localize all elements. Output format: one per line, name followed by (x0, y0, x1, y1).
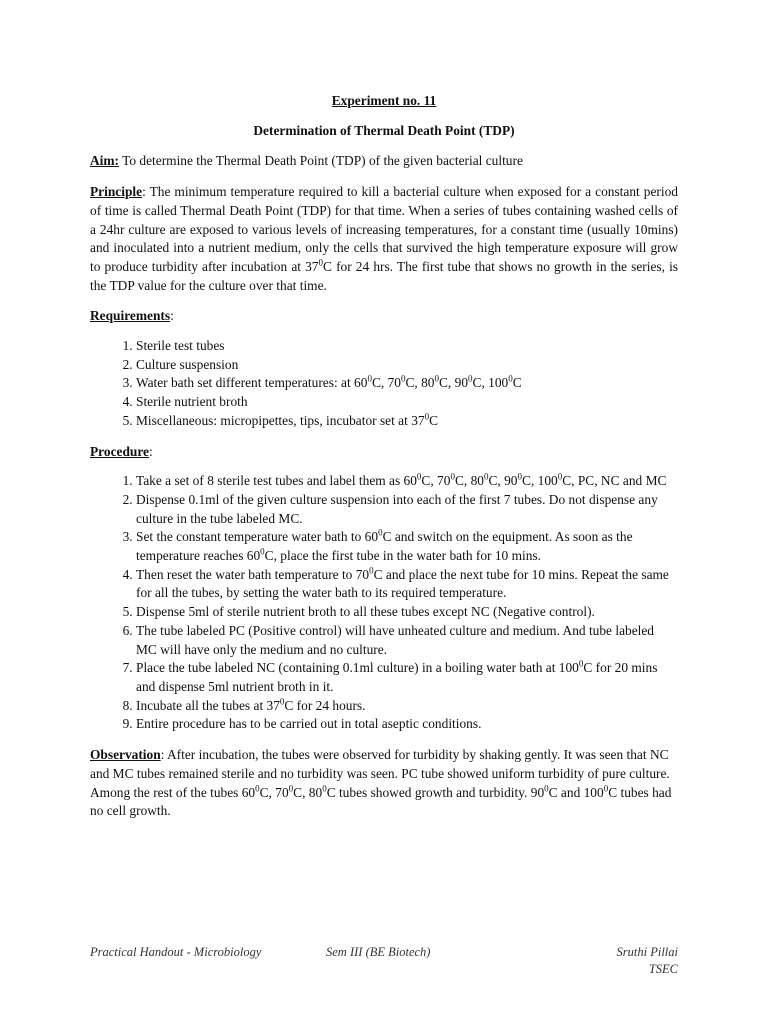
degree-mark: 0 (508, 373, 513, 384)
list-item: 5. Dispense 5ml of sterile nutrient broth to all these tubes except NC (Negative control). (136, 603, 678, 622)
degree-mark: 0 (517, 471, 523, 482)
procedure-heading: Procedure: (90, 443, 153, 459)
footer-institution: TSEC (648, 962, 678, 976)
degree-mark: 0 (318, 257, 324, 268)
degree-mark: 0 (603, 783, 609, 794)
principle-label: Principle (90, 184, 143, 200)
list-item: 4. Then reset the water bath temperature to $70^0C$ and place the next tube for 10 mins. Repeat the same for all the tubes, by setting the water bath to its required temperature. (136, 566, 678, 603)
list-item: 7. Place the tube labeled NC (containing 0.1ml culture) in a boiling water bath at $100^0C$ for 20 mins and dispense 5ml nutrient broth in it. (136, 659, 678, 696)
requirements-label: Requirements (90, 308, 171, 324)
procedure-list (90, 472, 678, 734)
degree-mark: 0 (424, 411, 430, 422)
document-page (90, 92, 678, 833)
footer-author-name: Sruthi Pillai (616, 945, 678, 959)
degree-mark: 0 (544, 783, 549, 794)
observation-text: : After incubation, the tubes were observed for turbidity by shaking gently. It was seen that NC and MC tubes remained sterile and no turbidity was seen. PC tube showed uniform turbidity of pure culture. Among the rest of the tubes $60^0C$, $70^0C$, $80^0C$ tubes showed growth and turbidity. $90^0C$ and $100^0C$ tubes had no cell growth. (90, 747, 672, 819)
list-item: 4. Sterile nutrient broth (136, 393, 678, 412)
document-subtitle: Determination of Thermal Death Point (TDP) (253, 122, 515, 138)
degree-mark: 0 (288, 783, 294, 794)
principle-text-a: : The minimum temperature required to kill a bacterial culture when exposed for a constant period of time is called Thermal Death Point (TDP) for that time. When a series of tubes containing washed cells of a 24hr culture are exposed to various levels of increasing temperatures, for a constant time (usually 10mins) and inoculated into a nutrient medium, only the cells that survived the high temperature exposure will grow to produce turbidity after incubation at 37 (90, 184, 678, 274)
list-item: 1. Take a set of 8 sterile test tubes and label them as $60^0C$, $70^0C$, $80^0C$, $90^0C$, $100^0C$, PC, NC and MC (136, 472, 678, 491)
principle-paragraph (90, 183, 678, 295)
footer-course: Practical Handout - Microbiology (90, 945, 262, 959)
degree-mark: 0 (578, 658, 584, 669)
degree-mark: 0 (322, 783, 327, 794)
document-title: Experiment no. 11 (331, 93, 437, 108)
degree-mark: 0 (378, 527, 383, 538)
requirements-list (90, 337, 678, 431)
aim-label: Aim: (90, 153, 120, 169)
list-item: 5. Miscellaneous: micropipettes, tips, incubator set at $37^0C$ (136, 412, 678, 431)
degree-mark: 0 (483, 471, 489, 482)
list-item: 2. Dispense 0.1ml of the given culture suspension into each of the first 7 tubes. Do not dispense any culture in the tube labeled MC. (136, 491, 678, 528)
degree-mark: 0 (369, 565, 374, 576)
aim-paragraph (90, 152, 678, 171)
aim-text: To determine the Thermal Death Point (TDP) of the given bacterial culture (119, 153, 523, 169)
degree-mark: 0 (260, 546, 265, 557)
degree-mark: 0 (279, 696, 285, 707)
requirements-heading: Requirements: (90, 308, 174, 324)
degree-mark: 0 (468, 373, 473, 384)
list-item: 2. Culture suspension (136, 356, 678, 375)
degree-mark: 0 (557, 471, 563, 482)
list-item: 3. Set the constant temperature water bath to $60^0C$ and switch on the equipment. As soon as the temperature reaches $60^0C$, place the first tube in the water bath for 10 mins. (136, 528, 678, 565)
observation-paragraph (90, 746, 678, 821)
list-item: 9. Entire procedure has to be carried out in total aseptic conditions. (136, 715, 678, 734)
list-item: 1. Sterile test tubes (136, 337, 678, 356)
procedure-label: Procedure (90, 443, 150, 459)
footer-author (617, 944, 678, 978)
degree-mark: 0 (255, 783, 260, 794)
list-item: 3. Water bath set different temperatures: at $60^0C$, $70^0C$, $80^0C$, $90^0C$, $100^0C$ (136, 374, 678, 393)
degree-mark: 0 (450, 471, 455, 482)
degree-mark: 0 (367, 373, 372, 384)
degree-mark: 0 (434, 373, 439, 384)
footer-semester: Sem III (BE Biotech) (326, 945, 431, 959)
observation-label: Observation (90, 747, 161, 763)
principle-text-b: C for 24 hrs. The first tube that shows no growth in the series, is the TDP value for the culture over that time. (90, 258, 679, 293)
list-item: 6. The tube labeled PC (Positive control) will have unheated culture and medium. And tube labeled MC will have only the medium and no culture. (136, 622, 678, 659)
degree-mark: 0 (400, 373, 406, 384)
list-item: 8. Incubate all the tubes at $37^0C$ for 24 hours. (136, 697, 678, 716)
degree-mark: 0 (416, 471, 422, 482)
